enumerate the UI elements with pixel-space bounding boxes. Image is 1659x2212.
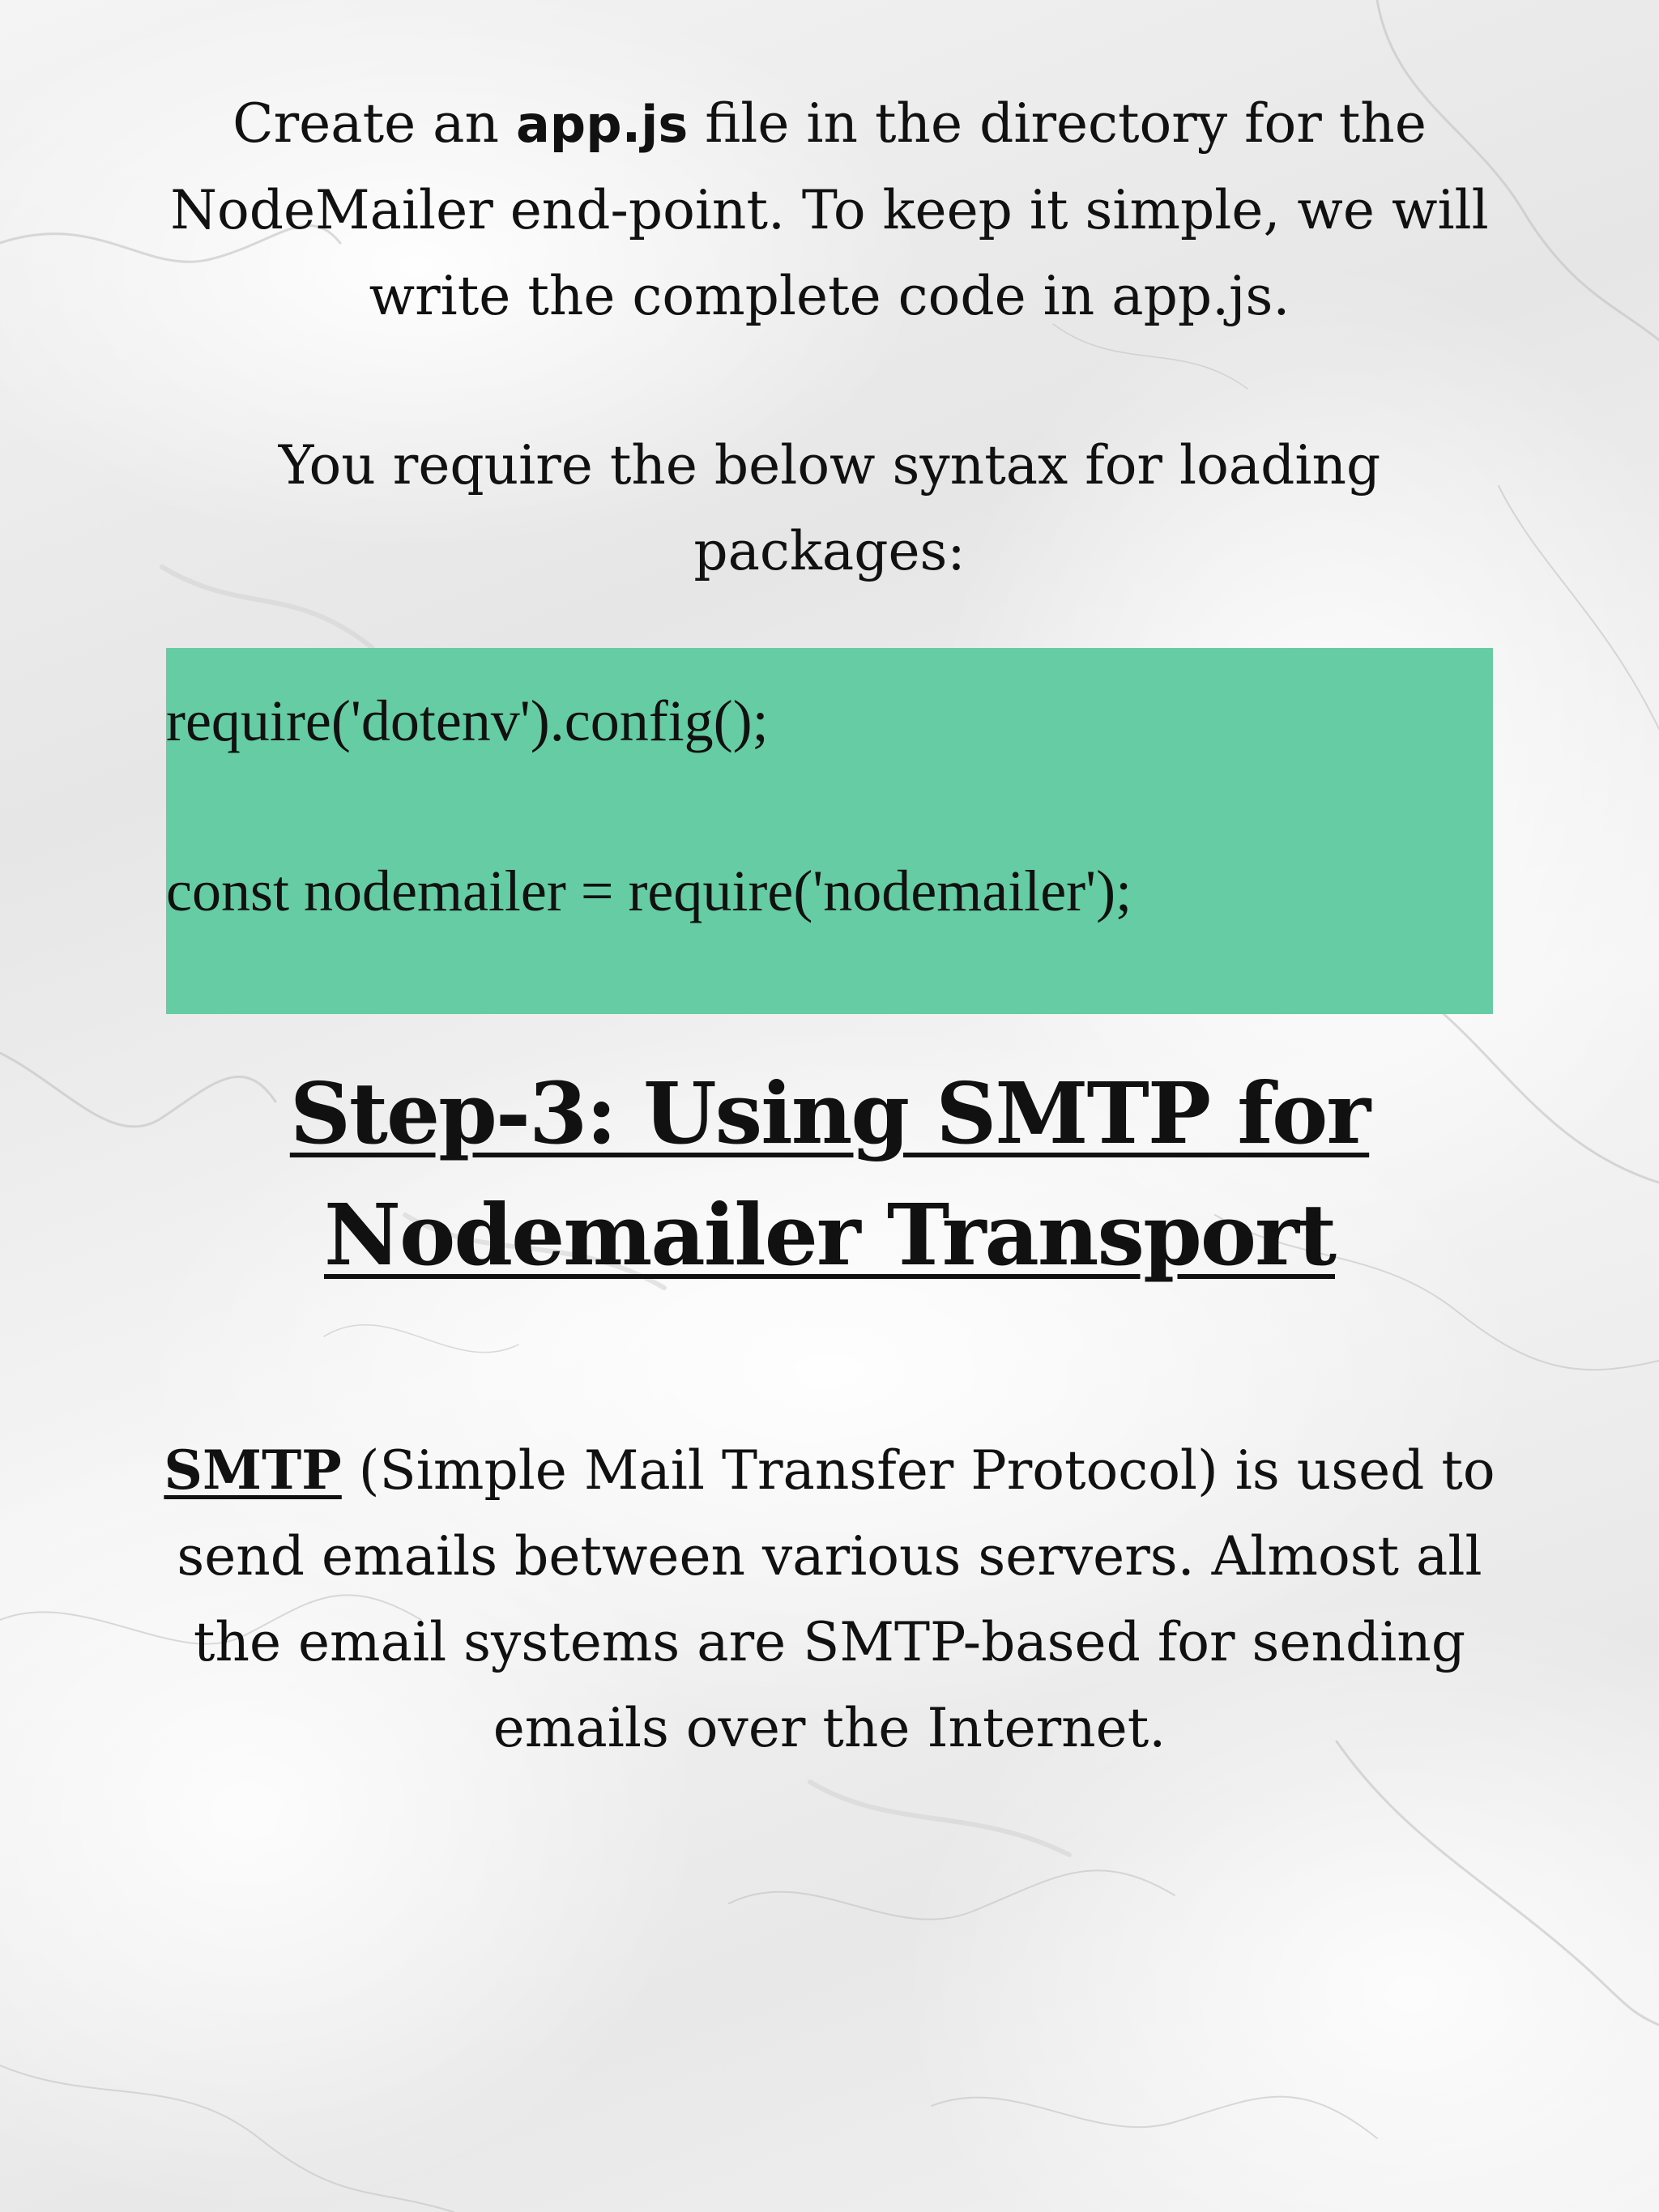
code-line-nodemailer: const nodemailer = require('nodemailer'); — [166, 859, 1132, 923]
intro-filename: app.js — [515, 95, 689, 154]
code-block — [166, 648, 1493, 1014]
require-note: You require the below syntax for loading packages: — [278, 434, 1381, 582]
step-heading-line2: Nodemailer Transport — [323, 1185, 1335, 1285]
intro-paragraph — [162, 81, 1497, 339]
smtp-paragraph — [162, 1427, 1497, 1771]
step-heading-line1: Step-3: Using SMTP for — [289, 1063, 1370, 1163]
step-heading — [243, 1053, 1416, 1296]
smtp-term: SMTP — [164, 1438, 342, 1502]
intro-suffix: file in the directory for the NodeMailer end-point. To keep it simple, we will write the complete code in app.js. — [170, 92, 1489, 327]
intro-prefix: Create an — [232, 92, 516, 155]
code-line-dotenv: require('dotenv').config(); — [166, 688, 769, 753]
smtp-description: (Simple Mail Transfer Protocol) is used to send emails between various servers. Almost all the email systems are SMTP-based for sending emails over the Internet. — [177, 1439, 1495, 1759]
